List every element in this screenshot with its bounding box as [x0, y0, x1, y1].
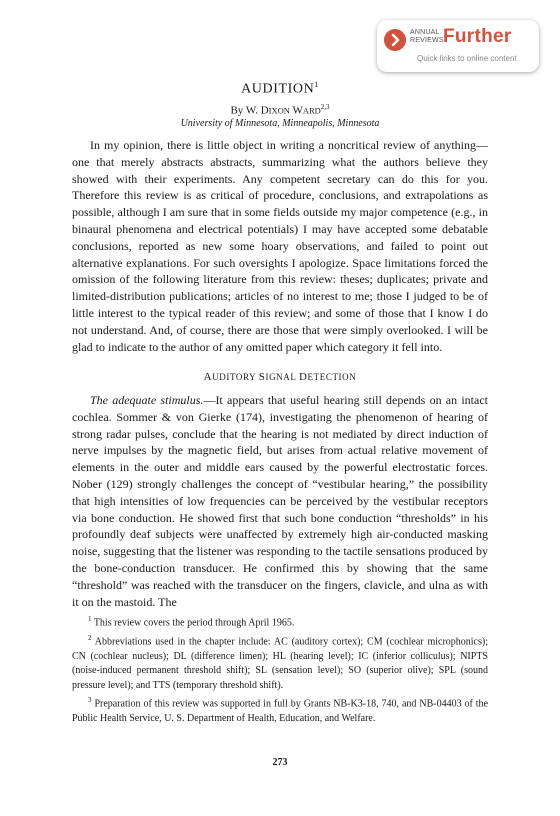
section-paragraph-block	[72, 392, 488, 610]
subsection-lead: The adequate stimulus.	[90, 393, 204, 407]
further-subtitle: Quick links to online content	[417, 54, 517, 63]
article-title: AUDITION$^1$	[241, 80, 319, 97]
further-links-badge[interactable]	[377, 20, 539, 72]
title-footnote-mark: 1	[314, 80, 319, 89]
publisher-label: ANNUAL REVIEWS	[410, 29, 444, 44]
section-heading: AUDITORY SIGNAL DETECTION	[203, 371, 357, 383]
byline-footnote-marks: 2,3	[320, 103, 330, 111]
byline: By W. DIXON WARD$^{2,3}$	[230, 103, 330, 117]
footnote: $^1$ This review covers the period through April 1965.	[88, 615, 295, 629]
intro-paragraph: In my opinion, there is little object in writing a noncritical review of anything—one that merely abstracts abstracts, summarizing what the authors believe they showed with their experiments. Any competent secretary can do this for you. Therefore this review is as critical of procedure, conclusions, and extrapolations as possible, although I am sure that in some fields outside my major competence (e.g., in binaural phenomena and electrical potentials) I may have accepted some debatable conclusions, reported as new some hoary observations, and failed to point out alternative explanations. For such oversights I apologize. Space limitations forced the omission of the following literature from this review: theses; duplicates; private and limited-distribution publications; articles of no interest to me; those I judged to be of little interest to the typical reader of this review; and some of those that I know I do not understand. And, of course, there are those that were simply overlooked. I will be glad to indicate to the author of any omitted paper which category it fell into.	[72, 138, 488, 354]
intro-paragraph-block	[72, 137, 488, 355]
annual-reviews-logo-icon	[384, 29, 406, 51]
affiliation: University of Minnesota, Minneapolis, Minnesota	[180, 118, 380, 129]
footnotes	[72, 612, 488, 726]
further-label: Further	[443, 26, 512, 47]
footnote: $^3$ Preparation of this review was supported in full by Grants NB-K3-18, 740, and NB-04403 of the Public Health Service, U. S. Department of Health, Education, and Welfare.	[72, 696, 488, 724]
page-number: 273	[272, 757, 288, 768]
footnote: $^2$ Abbreviations used in the chapter include: AC (auditory cortex); CM (cochlear microphonics); CN (cochlear nucleus); DL (difference limen); HL (hearing level); IC (inferior colliculus); NIPTS (noise-induced permanent threshold shift); SL (sensation level); SO (superior olive); SPL (sound pressure level); and TTS (temporary threshold shift).	[72, 633, 488, 691]
section-paragraph	[72, 392, 488, 610]
section-text: —It appears that useful hearing still depends on an intact cochlea. Sommer & von Gierke (174), investigating the phenomenon of hearing of strong radar pulses, conclude that the hearing is not mediated by direct induction of nerve impulses by the magnetic field, but arises from actual relative movement of elements in the outer and middle ears caused by the powerful electrostatic forces. Nober (129) strongly challenges the concept of “vestibular hearing,” the possibility that high intensities of low frequencies can be perceived by the vestibular receptors via bone conduction. He showed first that such bone conduction “thresholds” in his profoundly deaf subjects were unaffected by extremely high air-conducted masking noise, suggesting that the listener was responding to the tactile sensations produced by the bone-conduction transducer. He confirmed this by showing that the same “threshold” was reached with the transducer on the fingers, clavicle, and ulna as with it on the mastoid. The	[72, 393, 488, 609]
